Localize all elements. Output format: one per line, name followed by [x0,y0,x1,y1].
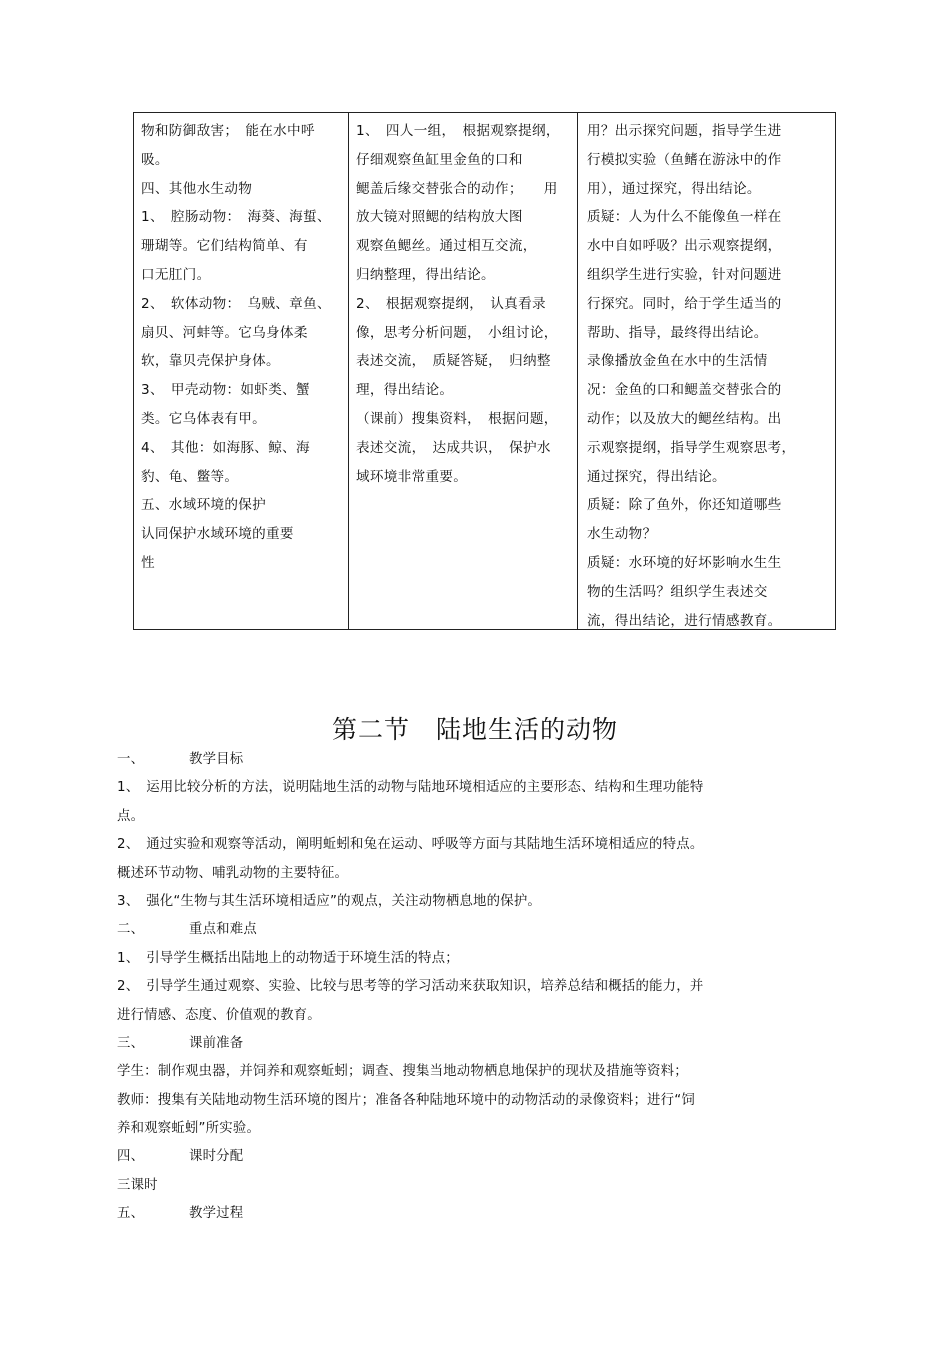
table-cell-line: 质疑：水环境的好坏影响水生生 [587,554,782,571]
table-cell-line: 四、其他水生动物 [141,180,253,197]
objective-1-cont: 点。 [117,808,145,824]
objective-2: 2、 通过实验和观察等活动，阐明蚯蚓和兔在运动、呼吸等方面与其陆地生活环境相适应的特点。 [117,837,704,853]
table-cell-line: 口无肛门。 [141,266,211,283]
objective-3: 3、 强化“生物与其生活环境相适应”的观点，关注动物栖息地的保护。 [117,893,542,909]
table-cell-line: 2、 软体动物： 乌贼、章鱼、 [141,295,331,312]
table-cell-line: 鳃盖后缘交替张合的动作； 用 [356,180,558,197]
table-cell-line: 观察鱼鳃丝。通过相互交流， [356,238,537,255]
table-cell-line: 五、水域环境的保护 [141,497,267,514]
heading-key-points: 二、 重点和难点 [117,922,257,938]
table-cell-line: 况：金鱼的口和鳃盖交替张合的 [587,382,782,399]
preparation-teacher-cont: 养和观察蚯蚓”所实验。 [117,1121,261,1137]
table-cell-line: 放大镜对照鳃的结构放大图 [356,209,523,226]
table-cell-line: 2、 根据观察提纲， 认真看录 [356,295,546,312]
table-cell-line: 域环境非常重要。 [356,468,468,485]
table-cell-line: 软，靠贝壳保护身体。 [141,353,280,370]
table-cell-line: 质疑：人为什么不能像鱼一样在 [587,209,782,226]
table-cell-line: 用？出示探究问题，指导学生进 [587,123,782,139]
table-cell-line: 像，思考分析问题， 小组讨论， [356,324,558,341]
preparation-students: 学生：制作观虫器，并饲养和观察蚯蚓；调查、搜集当地动物栖息地保护的现状及措施等资料； [117,1064,688,1080]
table-cell-line: 组织学生进行实验，针对问题进 [587,266,782,283]
table-cell-line: 3、 甲壳动物：如虾类、蟹 [141,382,310,399]
heading-schedule: 四、 课时分配 [117,1149,244,1165]
table-cell-line: 行探究。同时，给于学生适当的 [587,295,782,312]
section-title: 第二节 陆地生活的动物 [331,715,618,744]
table-cell-line: 表述交流， 达成共识， 保护水 [356,439,551,456]
table-cell-line: 水中自如呼吸？出示观察提纲， [587,238,782,255]
key-point-1: 1、 引导学生概括出陆地上的动物适于环境生活的特点； [117,950,459,966]
lesson-table [133,112,836,630]
lesson-plan-body [117,746,797,1229]
table-cell-line: 认同保护水域环境的重要 [141,526,294,543]
table-column-content [134,113,349,629]
table-cell-line: 珊瑚等。它们结构简单、有 [141,238,308,255]
table-cell-line: 1、 腔肠动物： 海葵、海蜇、 [141,209,331,226]
schedule-text: 三课时 [117,1177,158,1193]
table-cell-line: 表述交流， 质疑答疑， 归纳整 [356,353,551,370]
objective-1: 1、 运用比较分析的方法，说明陆地生活的动物与陆地环境相适应的主要形态、结构和生理功能特 [117,780,704,796]
table-cell-line: 4、 其他：如海豚、鲸、海 [141,439,310,456]
table-cell-line: 理，得出结论。 [356,382,454,399]
key-point-2: 2、 引导学生通过观察、实验、比较与思考等的学习活动来获取知识，培养总结和概括的能力，并 [117,979,704,995]
table-cell-line: 物和防御敌害； 能在水中呼 [141,123,315,139]
table-cell-line: 通过探究，得出结论。 [587,468,726,485]
table-cell-line: 归纳整理，得出结论。 [356,266,495,283]
table-cell-line: 性 [141,554,155,571]
objective-2-cont: 概述环节动物、哺乳动物的主要特征。 [117,865,349,881]
table-cell-line: 帮助、指导，最终得出结论。 [587,324,768,341]
table-cell-line: 物的生活吗？组织学生表述交 [587,583,768,600]
table-cell-line: 质疑：除了鱼外，你还知道哪些 [587,497,782,514]
table-cell-line: 吸。 [141,151,169,168]
table-cell-line: 流，得出结论，进行情感教育。 [587,612,782,629]
table-column-student-activity [349,113,578,629]
heading-process: 五、 教学过程 [117,1206,244,1222]
table-cell-line: 仔细观察鱼缸里金鱼的口和 [356,151,523,168]
table-cell-line: 1、 四人一组， 根据观察提纲， [356,123,560,139]
table-cell-line: 豹、龟、鳖等。 [141,468,239,485]
key-point-2-cont: 进行情感、态度、价值观的教育。 [117,1007,321,1023]
table-cell-line: 行模拟实验（鱼鳍在游泳中的作 [587,151,782,168]
table-cell-line: 动作；以及放大的鳃丝结构。出 [587,410,782,427]
table-cell-line: 扇贝、河蚌等。它乌身体柔 [141,324,308,341]
table-cell-line: 用），通过探究，得出结论。 [587,180,761,197]
table-cell-line: 示观察提纲，指导学生观察思考， [587,439,796,456]
table-column-teacher-activity [578,113,835,629]
preparation-teacher: 教师：搜集有关陆地动物生活环境的图片；准备各种陆地环境中的动物活动的录像资料；进行“饲 [117,1092,695,1108]
table-cell-line: （课前）搜集资料， 根据问题， [356,410,558,427]
table-cell-line: 水生动物？ [587,526,657,543]
heading-preparation: 三、 课前准备 [117,1035,244,1051]
table-cell-line: 录像播放金鱼在水中的生活情 [587,353,768,370]
table-cell-line: 类。它乌体表有甲。 [141,410,267,427]
heading-objectives: 一、 教学目标 [117,752,244,767]
